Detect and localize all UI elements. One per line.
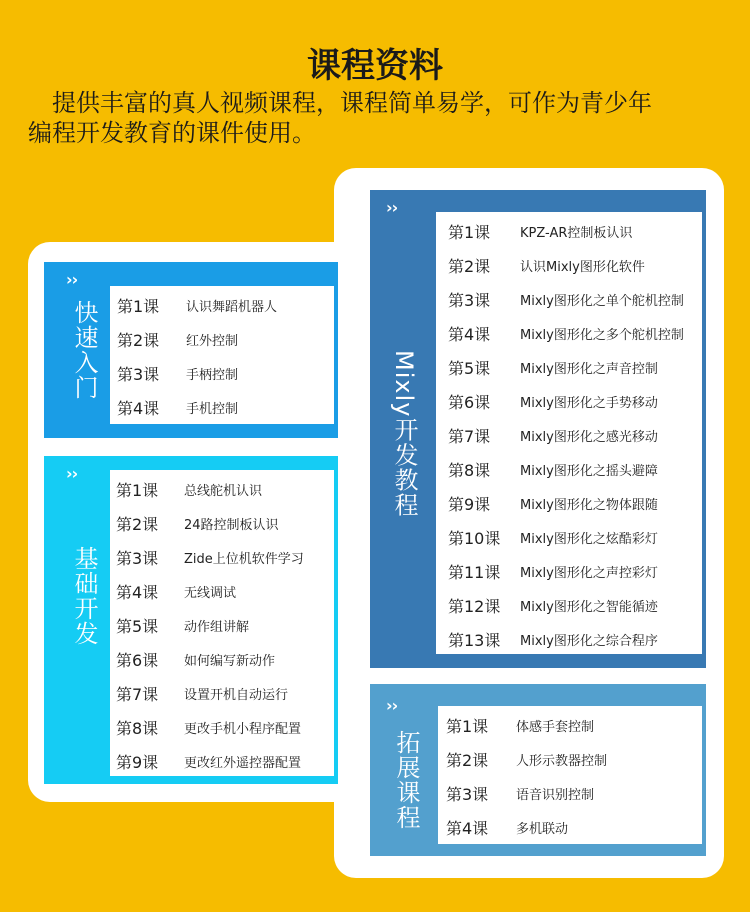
lesson-name: Mixly图形化之手势移动 bbox=[520, 396, 658, 411]
lesson-name: 更改红外遥控器配置 bbox=[184, 756, 302, 771]
lesson-item[interactable] bbox=[110, 504, 334, 538]
lesson-list-basic-dev bbox=[110, 470, 334, 776]
lesson-number: 第3课 bbox=[116, 549, 159, 568]
lesson-name: Mixly图形化之单个舵机控制 bbox=[520, 294, 684, 309]
lesson-number: 第7课 bbox=[448, 427, 491, 446]
lesson-name: Mixly图形化之智能循迹 bbox=[520, 600, 658, 615]
lesson-item[interactable] bbox=[438, 808, 702, 842]
lesson-name: Zide上位机软件学习 bbox=[184, 552, 304, 567]
lesson-item[interactable] bbox=[436, 314, 702, 348]
lesson-name: 设置开机自动运行 bbox=[184, 688, 289, 703]
section-extend bbox=[370, 684, 706, 856]
lesson-name: 无线调试 bbox=[184, 586, 237, 601]
lesson-name: 动作组讲解 bbox=[184, 620, 250, 635]
lesson-number: 第11课 bbox=[448, 563, 501, 582]
section-basic-dev bbox=[44, 456, 338, 784]
lesson-list-mixly bbox=[436, 212, 702, 654]
lesson-item[interactable] bbox=[436, 552, 702, 586]
lesson-number: 第2课 bbox=[117, 331, 160, 350]
section-title-mixly: Mixly开发教程 bbox=[390, 350, 418, 518]
lesson-item[interactable] bbox=[436, 246, 702, 280]
chevron-right-icon: ›› bbox=[66, 464, 78, 483]
lesson-item[interactable] bbox=[110, 674, 334, 708]
lesson-number: 第5课 bbox=[448, 359, 491, 378]
section-title-basic-dev: 基础开发 bbox=[70, 546, 98, 646]
lesson-number: 第4课 bbox=[117, 399, 160, 418]
lesson-number: 第4课 bbox=[446, 819, 489, 838]
lesson-name: 手柄控制 bbox=[186, 368, 239, 383]
lesson-number: 第6课 bbox=[116, 651, 159, 670]
lesson-name: Mixly图形化之声控彩灯 bbox=[520, 566, 658, 581]
lesson-item[interactable] bbox=[436, 280, 702, 314]
lesson-number: 第7课 bbox=[116, 685, 159, 704]
lesson-item[interactable] bbox=[438, 740, 702, 774]
lesson-number: 第4课 bbox=[116, 583, 159, 602]
intro-text bbox=[28, 88, 728, 148]
lesson-name: 24路控制板认识 bbox=[184, 518, 279, 533]
lesson-name: 如何编写新动作 bbox=[184, 654, 276, 669]
lesson-name: 总线舵机认识 bbox=[184, 484, 263, 499]
lesson-item[interactable] bbox=[110, 742, 334, 776]
chevron-right-icon: ›› bbox=[386, 696, 398, 715]
section-quick-start bbox=[44, 262, 338, 438]
lesson-number: 第8课 bbox=[116, 719, 159, 738]
lesson-name: Mixly图形化之综合程序 bbox=[520, 634, 658, 649]
lesson-number: 第9课 bbox=[448, 495, 491, 514]
lesson-number: 第8课 bbox=[448, 461, 491, 480]
lesson-item[interactable] bbox=[436, 518, 702, 552]
lesson-name: 认识舞蹈机器人 bbox=[186, 300, 278, 315]
lesson-number: 第1课 bbox=[446, 717, 489, 736]
lesson-item[interactable] bbox=[436, 382, 702, 416]
lesson-name: 红外控制 bbox=[186, 334, 239, 349]
lesson-item[interactable] bbox=[110, 320, 334, 354]
lesson-item[interactable] bbox=[436, 620, 702, 654]
lesson-item[interactable] bbox=[436, 484, 702, 518]
lesson-item[interactable] bbox=[110, 640, 334, 674]
lesson-number: 第9课 bbox=[116, 753, 159, 772]
lesson-name: 手机控制 bbox=[186, 402, 239, 417]
lesson-name: KPZ-AR控制板认识 bbox=[520, 226, 633, 241]
lesson-item[interactable] bbox=[110, 354, 334, 388]
lesson-item[interactable] bbox=[110, 388, 334, 422]
section-mixly bbox=[370, 190, 706, 668]
chevron-right-icon: ›› bbox=[386, 198, 398, 217]
lesson-list-extend bbox=[438, 706, 702, 844]
lesson-item[interactable] bbox=[110, 470, 334, 504]
intro-line-2: 编程开发教育的课件使用。 bbox=[28, 119, 316, 147]
lesson-list-quick-start bbox=[110, 286, 334, 424]
page-title: 课程资料 bbox=[307, 46, 443, 86]
lesson-item[interactable] bbox=[438, 706, 702, 740]
lesson-item[interactable] bbox=[110, 538, 334, 572]
lesson-number: 第3课 bbox=[448, 291, 491, 310]
lesson-name: Mixly图形化之声音控制 bbox=[520, 362, 658, 377]
lesson-number: 第3课 bbox=[446, 785, 489, 804]
intro-line-1: 提供丰富的真人视频课程，课程简单易学，可作为青少年 bbox=[52, 89, 652, 117]
lesson-number: 第1课 bbox=[117, 297, 160, 316]
lesson-number: 第12课 bbox=[448, 597, 501, 616]
lesson-name: Mixly图形化之多个舵机控制 bbox=[520, 328, 684, 343]
lesson-item[interactable] bbox=[436, 348, 702, 382]
lesson-item[interactable] bbox=[110, 708, 334, 742]
lesson-item[interactable] bbox=[436, 586, 702, 620]
lesson-name: Mixly图形化之摇头避障 bbox=[520, 464, 658, 479]
lesson-number: 第2课 bbox=[116, 515, 159, 534]
lesson-name: 多机联动 bbox=[516, 822, 569, 837]
lesson-number: 第10课 bbox=[448, 529, 501, 548]
lesson-number: 第5课 bbox=[116, 617, 159, 636]
lesson-number: 第2课 bbox=[448, 257, 491, 276]
lesson-item[interactable] bbox=[110, 572, 334, 606]
lesson-name: 语音识别控制 bbox=[516, 788, 595, 803]
lesson-name: 体感手套控制 bbox=[516, 720, 595, 735]
lesson-name: 更改手机小程序配置 bbox=[184, 722, 302, 737]
lesson-number: 第2课 bbox=[446, 751, 489, 770]
lesson-name: Mixly图形化之感光移动 bbox=[520, 430, 658, 445]
lesson-number: 第13课 bbox=[448, 631, 501, 650]
lesson-name: Mixly图形化之炫酷彩灯 bbox=[520, 532, 658, 547]
lesson-name: Mixly图形化之物体跟随 bbox=[520, 498, 658, 513]
lesson-item[interactable] bbox=[436, 212, 702, 246]
lesson-item[interactable] bbox=[436, 450, 702, 484]
lesson-name: 人形示教器控制 bbox=[516, 754, 608, 769]
lesson-number: 第3课 bbox=[117, 365, 160, 384]
section-title-extend: 拓展课程 bbox=[392, 730, 420, 830]
lesson-number: 第6课 bbox=[448, 393, 491, 412]
lesson-name: 认识Mixly图形化软件 bbox=[520, 260, 645, 275]
lesson-item[interactable] bbox=[438, 774, 702, 808]
lesson-item[interactable] bbox=[110, 606, 334, 640]
lesson-item[interactable] bbox=[110, 286, 334, 320]
section-title-quick-start: 快速入门 bbox=[70, 300, 98, 400]
chevron-right-icon: ›› bbox=[66, 270, 78, 289]
lesson-item[interactable] bbox=[436, 416, 702, 450]
lesson-number: 第1课 bbox=[116, 481, 159, 500]
lesson-number: 第4课 bbox=[448, 325, 491, 344]
lesson-number: 第1课 bbox=[448, 223, 491, 242]
